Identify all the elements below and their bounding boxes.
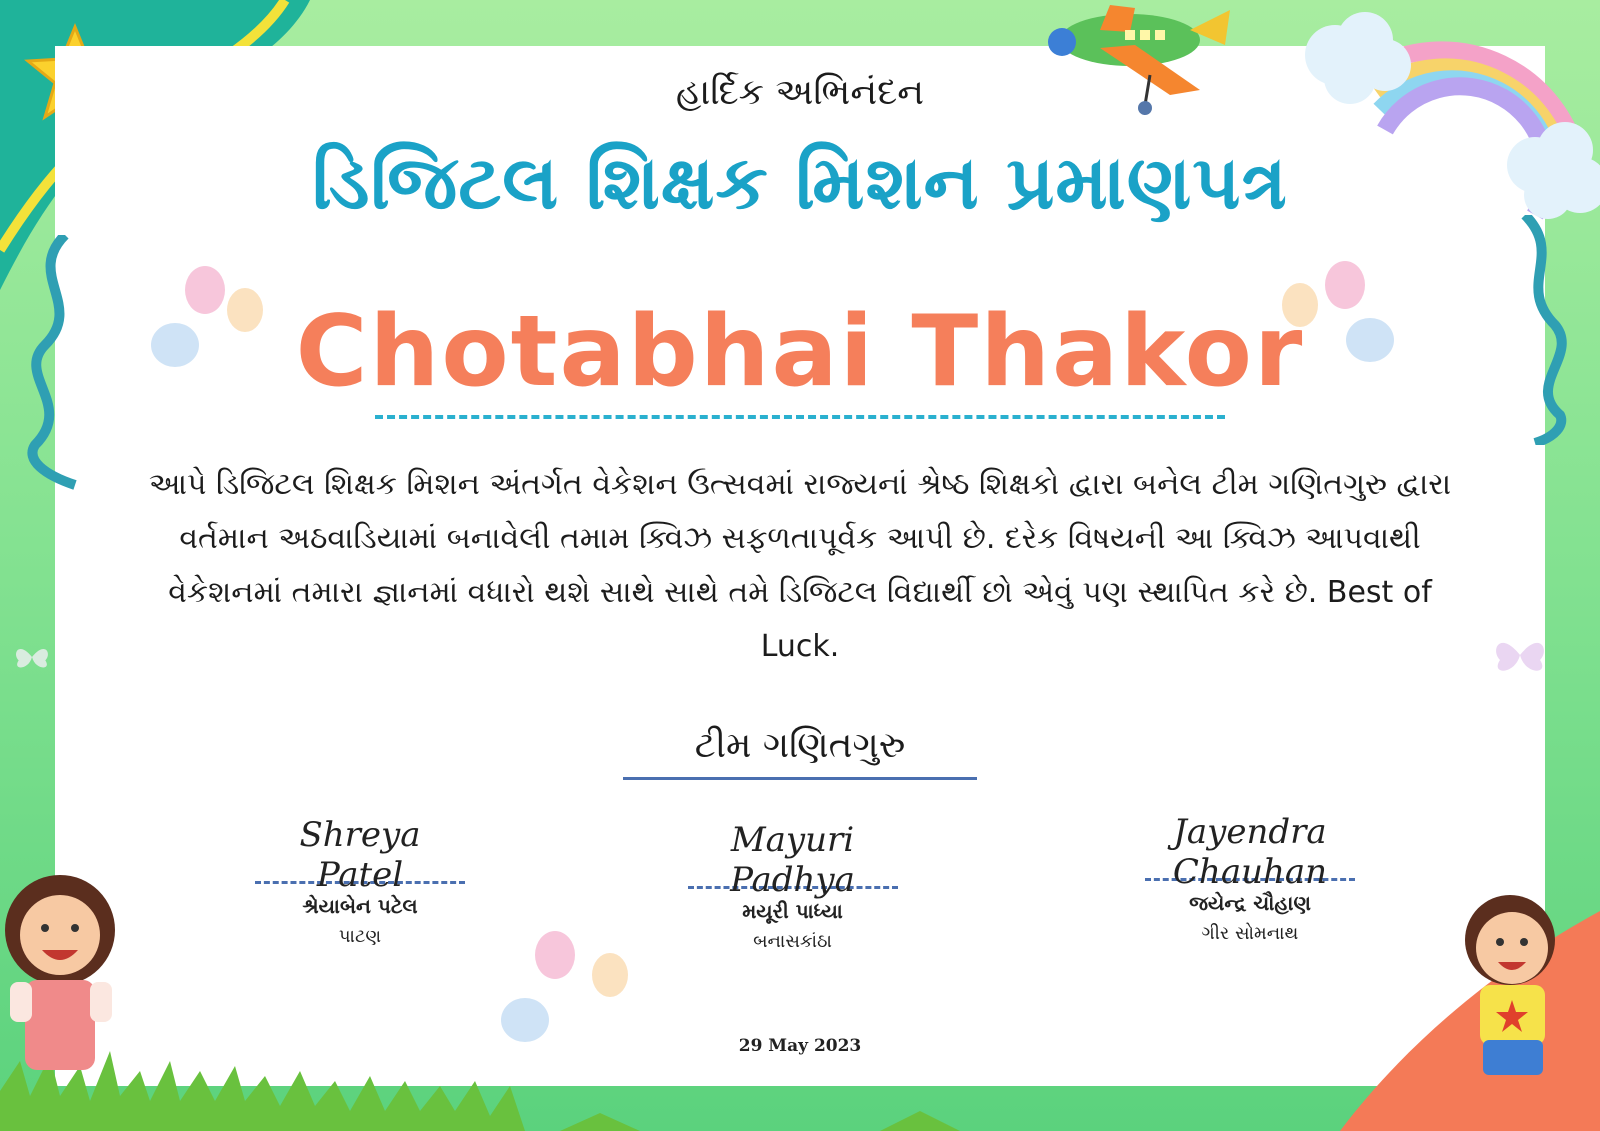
certificate-title: ડિજિટલ શિક્ષક મિશન પ્રમાણપત્ર [312, 140, 1288, 226]
signatory-name: મયૂરી પાધ્યા [742, 899, 843, 923]
recipient-name: Chotabhai Thakor [295, 295, 1305, 409]
signatory-1 [255, 815, 465, 947]
signatory-3 [1120, 812, 1380, 944]
signatory-place: ગીર સોમનાથ [1201, 923, 1299, 944]
issue-date: 29 May 2023 [738, 1036, 862, 1056]
grass [0, 1051, 1600, 1131]
signatory-place: બનાસકાંઠા [753, 931, 832, 952]
signatory-name: જયેન્દ્ર ચૌહાણ [1189, 891, 1311, 915]
signature: Mayuri Padhya [730, 820, 855, 900]
butterfly-icon [1490, 630, 1550, 680]
signature: Jayendra Chauhan [1172, 812, 1328, 892]
certificate-body: આપે ડિજિટલ શિક્ષક મિશન અંતર્ગત વેકેશન ઉત્સવમાં રાજ્યનાં શ્રેષ્ઠ શિક્ષકો દ્વારા બનેલ ટીમ ગણિતગુરુ દ્વારા વર્તમાન અઠવાડિયામાં બનાવેલી તમામ ક્વિઝ સફળતાપૂર્વક આપી છે. દરેક વિષયની આ ક્વિઝ આપવાથી વેકેશનમાં તમારા જ્ઞાનમાં વધારો થશે સાથે સાથે તમે ડિજિટલ વિદ્યાર્થી છો એવું પણ સ્થાપિત કરે છે. Best of Luck. [148, 467, 1452, 664]
name-underline [375, 415, 1225, 419]
signatory-name: શ્રેયાબેન પટેલ [302, 894, 418, 918]
signature: Shreya Patel [299, 815, 421, 895]
signatory-place: પાટણ [338, 926, 382, 947]
signatory-2 [680, 820, 905, 952]
team-name: ટીમ ગણિતગુરુ [694, 725, 906, 766]
greeting-text: હાર્દિક અભિનંદન [675, 72, 925, 113]
boy-illustration [1450, 890, 1580, 1100]
butterfly-icon [12, 640, 52, 674]
team-underline [623, 777, 977, 780]
